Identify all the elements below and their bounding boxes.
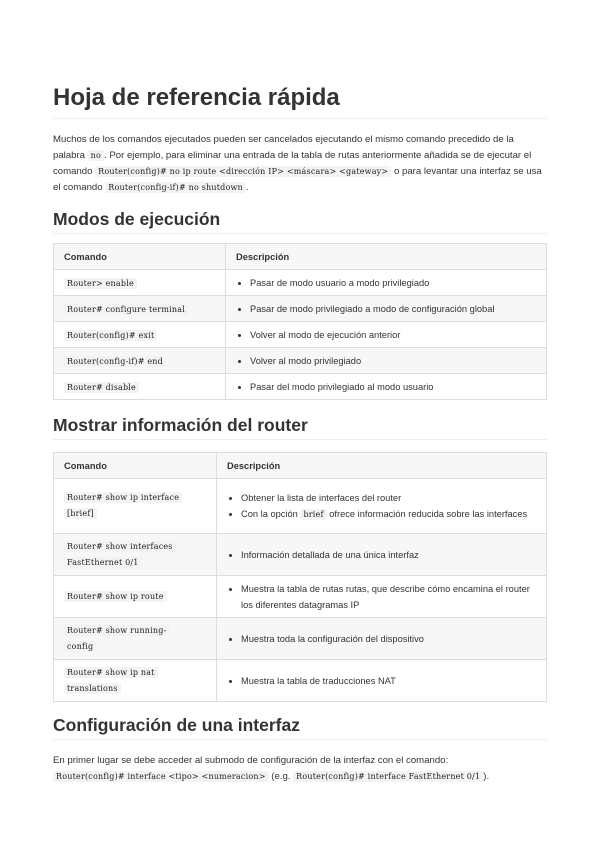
heading-show: Mostrar información del router <box>53 414 547 440</box>
command-cell <box>54 270 226 296</box>
description-item: • Obtener la lista de interfaces del router <box>241 490 536 506</box>
heading-modes: Modos de ejecución <box>53 208 547 234</box>
table-row <box>54 534 547 576</box>
description-cell <box>217 660 547 702</box>
description-cell <box>226 270 547 296</box>
description-text: Con la opción <box>241 508 301 519</box>
description-cell <box>217 576 547 618</box>
intro-code-no-shutdown: Router(config-if)# no shutdown <box>105 182 246 193</box>
command-code: config <box>64 641 96 652</box>
command-code: Router# show ip nat <box>64 667 158 678</box>
description-item <box>241 506 536 523</box>
command-code: Router> enable <box>64 278 137 289</box>
command-code: translations <box>64 683 121 694</box>
intro-text-3: o para levantar una interfaz se usa el comando <box>53 166 542 193</box>
table-row <box>54 348 547 374</box>
description-cell <box>226 322 547 348</box>
description-item: • Pasar de modo usuario a modo privilegiado <box>250 275 536 291</box>
intro-paragraph <box>53 132 547 196</box>
command-cell <box>54 322 226 348</box>
intro-text-4: . <box>245 182 249 193</box>
command-cell <box>54 479 217 534</box>
table-row <box>54 479 547 534</box>
command-cell <box>54 296 226 322</box>
description-cell <box>226 348 547 374</box>
interface-paragraph <box>53 753 547 785</box>
command-code: Router# show interfaces <box>64 541 176 552</box>
description-item: • Volver al modo de ejecución anterior <box>250 327 536 343</box>
intro-text-1: Muchos de los comandos ejecutados pueden ser cancelados ejecutando el mismo comando precedido de la palabra <box>53 134 514 161</box>
intro-text-2: . Por ejemplo, para eliminar una entrada de la tabla de rutas anteriormente añadida se de ejecutar el comando <box>53 150 532 177</box>
page-title: Hoja de referencia rápida <box>53 0 547 119</box>
table-row <box>54 618 547 660</box>
command-code: Router# configure terminal <box>64 304 188 315</box>
description-cell <box>226 374 547 400</box>
description-item: • Información detallada de una única interfaz <box>241 547 536 563</box>
table-row <box>54 374 547 400</box>
description-text: ofrece información reducida sobre las interfaces <box>326 508 528 519</box>
description-item: • Muestra la tabla de rutas rutas, que describe cómo encamina el router los diferentes datagramas IP <box>241 581 536 613</box>
col-description-header: Descripción <box>217 453 547 479</box>
description-cell <box>217 534 547 576</box>
table-header-row <box>54 244 547 270</box>
interface-code-generic: Router(config)# interface <tipo> <numeracion> <box>53 771 269 782</box>
interface-text-2: (e.g. <box>268 771 294 782</box>
command-cell <box>54 374 226 400</box>
description-cell <box>226 296 547 322</box>
description-cell <box>217 618 547 660</box>
heading-interface: Configuración de una interfaz <box>53 714 547 740</box>
table-row <box>54 322 547 348</box>
command-cell <box>54 576 217 618</box>
intro-code-no-ip-route: Router(config)# no ip route <dirección IP> <máscara> <gateway> <box>95 166 391 177</box>
command-code: Router# show ip interface <box>64 492 182 503</box>
description-item: • Volver al modo privilegiado <box>250 353 536 369</box>
interface-code-example: Router(config)# interface FastEthernet 0/1 <box>293 771 483 782</box>
table-row <box>54 296 547 322</box>
command-cell <box>54 618 217 660</box>
table-row <box>54 576 547 618</box>
table-row <box>54 270 547 296</box>
command-code: [brief] <box>64 508 97 519</box>
command-code: Router# show ip route <box>64 591 167 602</box>
command-code: FastEthernet 0/1 <box>64 557 142 568</box>
description-item: • Pasar del modo privilegiado al modo usuario <box>250 379 536 395</box>
command-code: Router(config)# exit <box>64 330 157 341</box>
intro-code-no: no <box>88 150 104 161</box>
interface-text-1: En primer lugar se debe acceder al submodo de configuración de la interfaz con el comando: <box>53 755 449 766</box>
brief-code: brief <box>300 509 326 520</box>
modes-table <box>53 243 547 400</box>
description-item: • Muestra la tabla de traducciones NAT <box>241 673 536 689</box>
command-code: Router(config-if)# end <box>64 356 166 367</box>
col-description-header: Descripción <box>226 244 547 270</box>
table-row <box>54 660 547 702</box>
description-item: • Muestra toda la configuración del dispositivo <box>241 631 536 647</box>
interface-text-3: ). <box>483 771 490 782</box>
show-table <box>53 452 547 702</box>
table-header-row <box>54 453 547 479</box>
description-cell <box>217 479 547 534</box>
command-code: Router# show running- <box>64 625 170 636</box>
description-item: • Pasar de modo privilegiado a modo de configuración global <box>250 301 536 317</box>
command-cell <box>54 660 217 702</box>
command-cell <box>54 348 226 374</box>
command-code: Router# disable <box>64 382 139 393</box>
col-command-header: Comando <box>54 244 226 270</box>
col-command-header: Comando <box>54 453 217 479</box>
command-cell <box>54 534 217 576</box>
